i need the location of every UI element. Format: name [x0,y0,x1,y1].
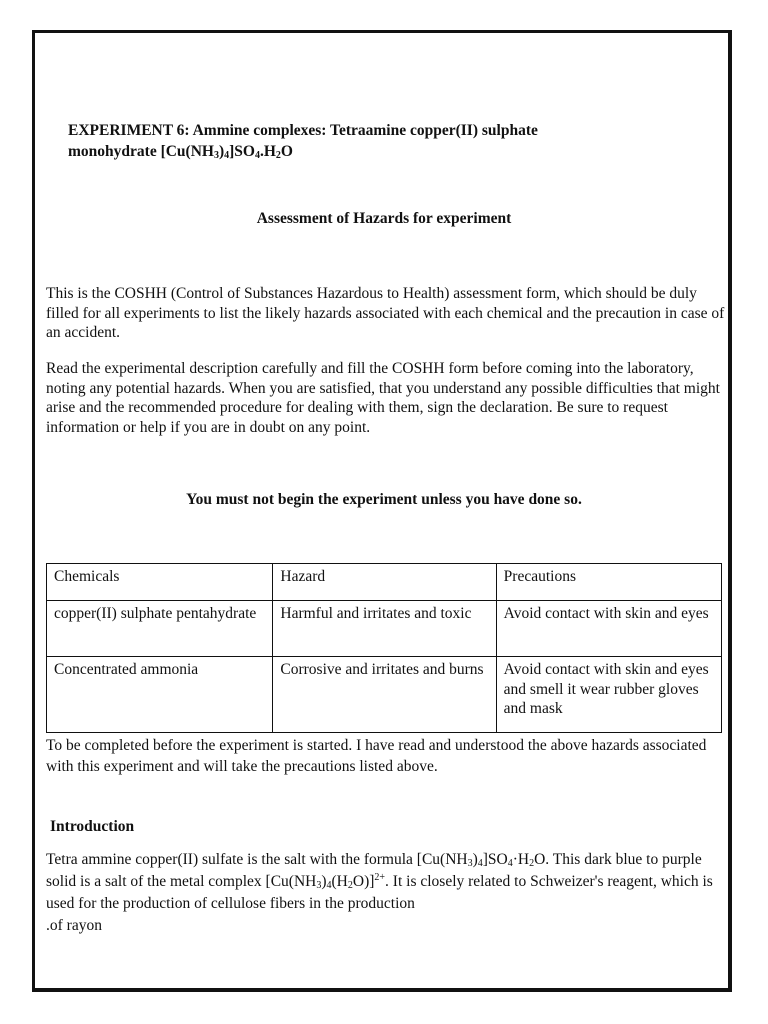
table-cell: Avoid contact with skin and eyes [496,601,721,657]
table-cell: Harmful and irritates and toxic [273,601,496,657]
warning-statement: You must not begin the experiment unless you have done so. [186,491,582,508]
hazard-assessment-heading: Assessment of Hazards for experiment [256,210,512,227]
header-chemicals: Chemicals [47,564,273,601]
table-row [47,601,722,657]
table-cell: Avoid contact with skin and eyes and smell it wear rubber gloves and mask [496,657,721,733]
introduction-paragraph: Tetra ammine copper(II) sulfate is the salt with the formula $[Cu(NH_3)_4]SO_4\cdot H_2O$. This dark blue to purple solid is a salt of the metal complex $[Cu(NH_3)_4(H_2O)]^{2+}$. It is closely related to Schweizer's reagent, which is used for the production of cellulose fibers in the production .of rayon [46,851,713,934]
experiment-title [68,120,668,162]
declaration-text: To be completed before the experiment is started. I have read and understood the above hazards associated with this experiment and will take the precautions listed above. [46,737,707,775]
coshh-paragraph: This is the COSHH (Control of Substances Hazardous to Health) assessment form, which should be duly filled for all experiments to list the likely hazards associated with each chemical and the precaution in case of an accident. [46,285,725,342]
table-cell: Corrosive and irritates and burns [273,657,496,733]
header-hazard: Hazard [273,564,496,601]
title-line-2: monohydrate $[Cu(NH_3)_4]SO_4.H_2O$ [68,143,293,161]
table-cell: Concentrated ammonia [47,657,273,733]
table-cell: copper(II) sulphate pentahydrate [47,601,273,657]
page-border [32,30,732,992]
header-precautions: Precautions [496,564,721,601]
title-line-1: EXPERIMENT 6: Ammine complexes: Tetraamine copper(II) sulphate [68,122,538,139]
table-row [47,657,722,733]
introduction-heading: Introduction [50,818,135,835]
table-header-row [47,564,722,601]
hazards-table [46,563,722,733]
instructions-paragraph: Read the experimental description carefully and fill the COSHH form before coming into the laboratory, noting any potential hazards. When you are satisfied, that you understand any possible difficulties that might arise and the recommended procedure for dealing with them, sign the declaration. Be sure to request information or help if you are in doubt on any point. [46,360,720,436]
